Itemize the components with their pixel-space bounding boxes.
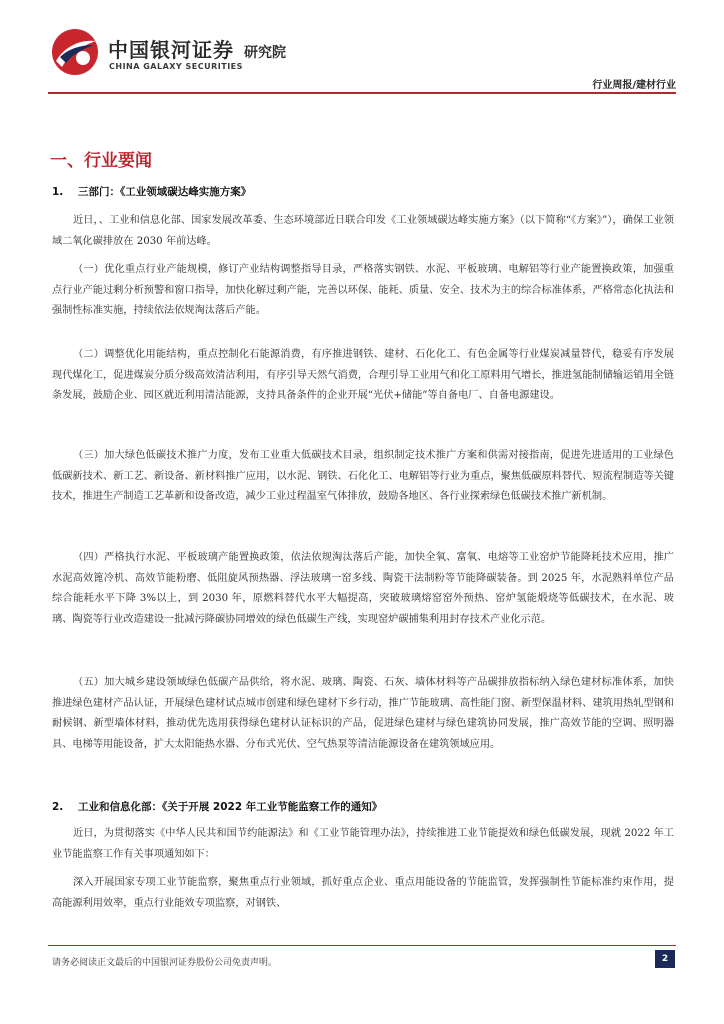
galaxy-logo-icon (50, 27, 100, 77)
paragraph: （二）调整优化用能结构，重点控制化石能源消费，有序推进钢铁、建材、石化化工、有色金属等行业煤炭减量替代，稳妥有序发展现代煤化工，促进煤炭分质分级高效清洁利用，有序引导天然气消费，合理引导工业用气和化工原料用气增长，推进氢能制储输运销用全链条发展，鼓励企业、园区就近利用清洁能源，支持具备条件的企业开展“光伏+储能”等自备电厂、自备电源建设。 (52, 349, 674, 401)
paragraph: （五）加大城乡建设领域绿色低碳产品供给，将水泥、玻璃、陶瓷、石灰、墙体材料等产品碳排放指标纳入绿色建材标准体系，加快推进绿色建材产品认证，开展绿色建材试点城市创建和绿色建材下乡行动，推广节能玻璃、高性能门窗、新型保温材料、建筑用热轧型钢和耐候钢、新型墙体材料，推动优先选用获得绿色建材认证标识的产品，促进绿色建材与绿色建筑协同发展，推广高效节能的空调、照明器具、电梯等用能设备，扩大太阳能热水器、分布式光伏、空气热泵等清洁能源设备在建筑领域应用。 (52, 677, 674, 750)
logo-company-name: 中国银河证券 (108, 38, 234, 62)
paragraph: （三）加大绿色低碳技术推广力度，发布工业重大低碳技术目录，组织制定技术推广方案和供需对接指南，促进先进适用的工业绿色低碳新技术、新工艺、新设备、新材料推广应用，以水泥、钢铁、石化化工、电解铝等行业为重点，聚焦低碳原料替代、短流程制造等关键技术，推进生产制造工艺革新和设备改造，减少工业过程温室气体排放，鼓励各地区、各行业探索绿色低碳技术推广新机制。 (52, 450, 674, 502)
news-item-heading: 工业和信息化部：《关于开展 2022 年工业节能监察工作的通知》 (78, 801, 383, 813)
paragraph: 深入开展国家专项工业节能监察，聚焦重点行业领域，抓好重点企业、重点用能设备的节能监管，发挥强制性节能标准约束作用，提高能源利用效率，重点行业能效专项监察，对钢铁、 (52, 877, 674, 909)
news-item-number: 2. (52, 801, 64, 813)
news-item-heading: 三部门：《工业领域碳达峰实施方案》 (78, 186, 252, 198)
paragraph: （四）严格执行水泥、平板玻璃产能置换政策，依法依规淘汰落后产能，加快全氧、富氧、电熔等工业窑炉节能降耗技术应用，推广水泥高效篦冷机、高效节能粉磨、低阻旋风预热器、浮法玻璃一窑多线、陶瓷干法制粉等节能降碳装备。到 2025 年，水泥熟料单位产品综合能耗水平下降 3%以上，到 2030 年，原燃料替代水平大幅提高，突破玻璃熔窑窑外预热、窑炉氢能煅烧等低碳技术，在水泥、玻璃、陶瓷等行业改造建设一批减污降碳协同增效的绿色低碳生产线，实现窑炉碳捕集利用封存技术产业化示范。 (52, 552, 674, 625)
paragraph: （一）优化重点行业产能规模，修订产业结构调整指导目录，严格落实钢铁、水泥、平板玻璃、电解铝等行业产能置换政策，加强重点行业产能过剩分析预警和窗口指导，加快化解过剩产能，完善以环保、能耗、质量、安全、技术为主的综合标准体系，严格常态化执法和强制性标准实施，持续依法依规淘汰落后产能。 (52, 264, 674, 316)
logo-institute: 研究院 (244, 45, 286, 61)
news-item-number: 1. (52, 186, 64, 198)
footer-divider (48, 945, 676, 946)
section-title: 一、行业要闻 (50, 151, 152, 171)
news-item-title (52, 799, 382, 814)
paragraph: 近日，为贯彻落实《中华人民共和国节约能源法》和《工业节能管理办法》，持续推进工业节能提效和绿色低碳发展，现就 2022 年工业节能监察工作有关事项通知如下： (52, 828, 674, 860)
footer-disclaimer: 请务必阅读正文最后的中国银河证券股份公司免责声明。 (52, 958, 278, 968)
header-divider (48, 92, 676, 94)
page-header (0, 0, 724, 95)
news-item-title (52, 184, 251, 199)
logo-company-name-en: CHINA GALAXY SECURITIES (109, 62, 243, 71)
report-type-label: 行业周报/建材行业 (592, 80, 676, 91)
page-number-badge: 2 (655, 950, 675, 968)
paragraph: 近日，、工业和信息化部、国家发展改革委、生态环境部近日联合印发《工业领域碳达峰实施方案》（以下简称“《方案》”），确保工业领域二氧化碳排放在 2030 年前达峰。 (52, 215, 674, 247)
